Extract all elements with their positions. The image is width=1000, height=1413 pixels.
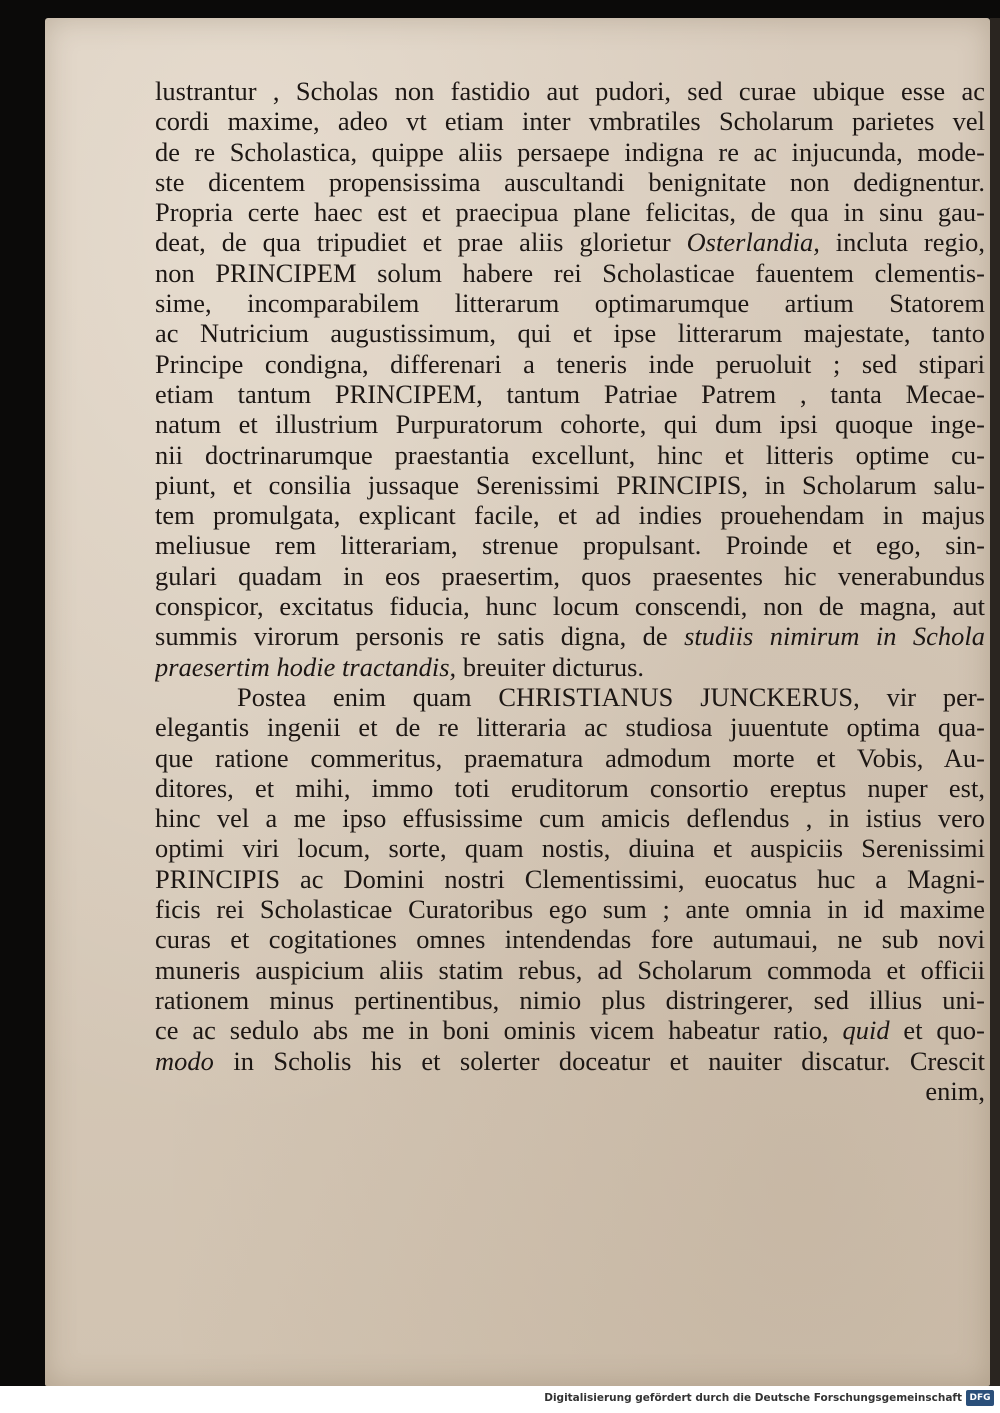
text-line: conspicor, excitatus fiducia, hunc locum conscendi, non de magna, aut — [155, 591, 985, 622]
text-line: piunt, et consilia jussaque Serenissimi PRINCIPIS, in Scholarum salu- — [155, 469, 985, 500]
italic-segment: studiis nimirum in Schola — [684, 621, 985, 652]
text-line — [155, 1046, 985, 1076]
footer-bar — [0, 1386, 1000, 1413]
text-line: muneris auspicium aliis statim rebus, ad Scholarum commoda et officii — [155, 954, 985, 985]
text-line: sime, incomparabilem litterarum optimarumque artium Statorem — [155, 288, 985, 319]
text-line: ste dicentem propensissima auscultandi benignitate non dedignentur. — [155, 166, 985, 197]
catchword: enim, — [925, 1075, 985, 1106]
text-line: Postea enim quam CHRISTIANUS JUNCKERUS, vir per- — [237, 681, 985, 712]
text-line: lustrantur , Scholas non fastidio aut pudori, sed curae ubique esse ac — [155, 76, 985, 106]
text-segment: et quo- — [889, 1015, 985, 1046]
text-line: cordi maxime, adeo vt etiam inter vmbratiles Scholarum parietes vel — [155, 106, 985, 137]
text-line: non PRINCIPEM solum habere rei Scholasticae fauentem clementis- — [155, 257, 985, 288]
text-line: natum et illustrium Purpuratorum cohorte, qui dum ipsi quoque inge- — [155, 409, 985, 440]
text-line: gulari quadam in eos praesertim, quos praesentes hic venerabundus — [155, 560, 985, 591]
italic-segment: praesertim hodie tractandis, — [155, 651, 457, 682]
text-line: etiam tantum PRINCIPEM, tantum Patriae Patrem , tanta Mecae- — [155, 378, 985, 409]
page-edge — [990, 18, 1000, 1386]
text-line — [155, 621, 985, 651]
book-page — [45, 18, 990, 1386]
text-line: optimi viri locum, sorte, quam nostis, diuina et auspiciis Serenissimi — [155, 833, 985, 864]
page-text — [155, 76, 985, 1106]
text-line: Principe condigna, differenari a teneris inde peruoluit ; sed stipari — [155, 348, 985, 379]
text-line: PRINCIPIS ac Domini nostri Clementissimi, euocatus huc a Magni- — [155, 863, 985, 894]
text-segment: breuiter dicturus. — [456, 651, 645, 682]
text-segment: summis virorum personis re satis digna, de — [155, 621, 685, 652]
text-line: nii doctrinarumque praestantia excellunt, hinc et litteris optime cu- — [155, 439, 985, 470]
text-line: rationem minus pertinentibus, nimio plus distringerer, sed illius uni- — [155, 984, 985, 1015]
text-line: curas et cogitationes omnes intendendas fore autumaui, ne sub novi — [155, 924, 985, 955]
text-line: ficis rei Scholasticae Curatoribus ego sum ; ante omnia in id maxime — [155, 894, 985, 925]
text-line: que ratione commeritus, praematura admodum morte et Vobis, Au- — [155, 742, 985, 773]
text-line: meliusue rem litterariam, strenue propulsant. Proinde et ego, sin- — [155, 530, 985, 561]
text-line: ac Nutricium augustissimum, qui et ipse litterarum majestate, tanto — [155, 318, 985, 349]
footer-credit: Digitalisierung gefördert durch die Deutsche Forschungsgemeinschaft — [544, 1392, 962, 1404]
text-line: de re Scholastica, quippe aliis persaepe indigna re ac injucunda, mode- — [155, 136, 985, 167]
text-segment: incluta regio, — [819, 227, 985, 258]
text-line — [155, 652, 985, 682]
text-line: ditores, et mihi, immo toti eruditorum consortio ereptus nuper est, — [155, 772, 985, 803]
dfg-logo-icon: DFG — [966, 1390, 994, 1406]
text-segment: deat, de qua tripudiet et prae aliis glorietur — [155, 227, 687, 258]
italic-segment: modo — [155, 1045, 214, 1076]
text-segment: ce ac sedulo abs me in boni ominis vicem habeatur ratio, — [155, 1015, 843, 1046]
italic-segment: quid — [842, 1015, 890, 1046]
text-line: elegantis ingenii et de re litteraria ac studiosa juuentute optima qua- — [155, 712, 985, 743]
text-line: Propria certe haec est et praecipua plane felicitas, de qua in sinu gau- — [155, 197, 985, 228]
italic-segment: Osterlandia, — [686, 227, 820, 258]
text-line — [155, 227, 985, 257]
text-segment: in Scholis his et solerter doceatur et nauiter discatur. Crescit — [213, 1045, 985, 1076]
text-line — [155, 1015, 985, 1045]
text-line: hinc vel a me ipso effusissime cum amicis deflendus , in istius vero — [155, 803, 985, 834]
text-line: tem promulgata, explicant facile, et ad indies prouehendam in majus — [155, 500, 985, 531]
